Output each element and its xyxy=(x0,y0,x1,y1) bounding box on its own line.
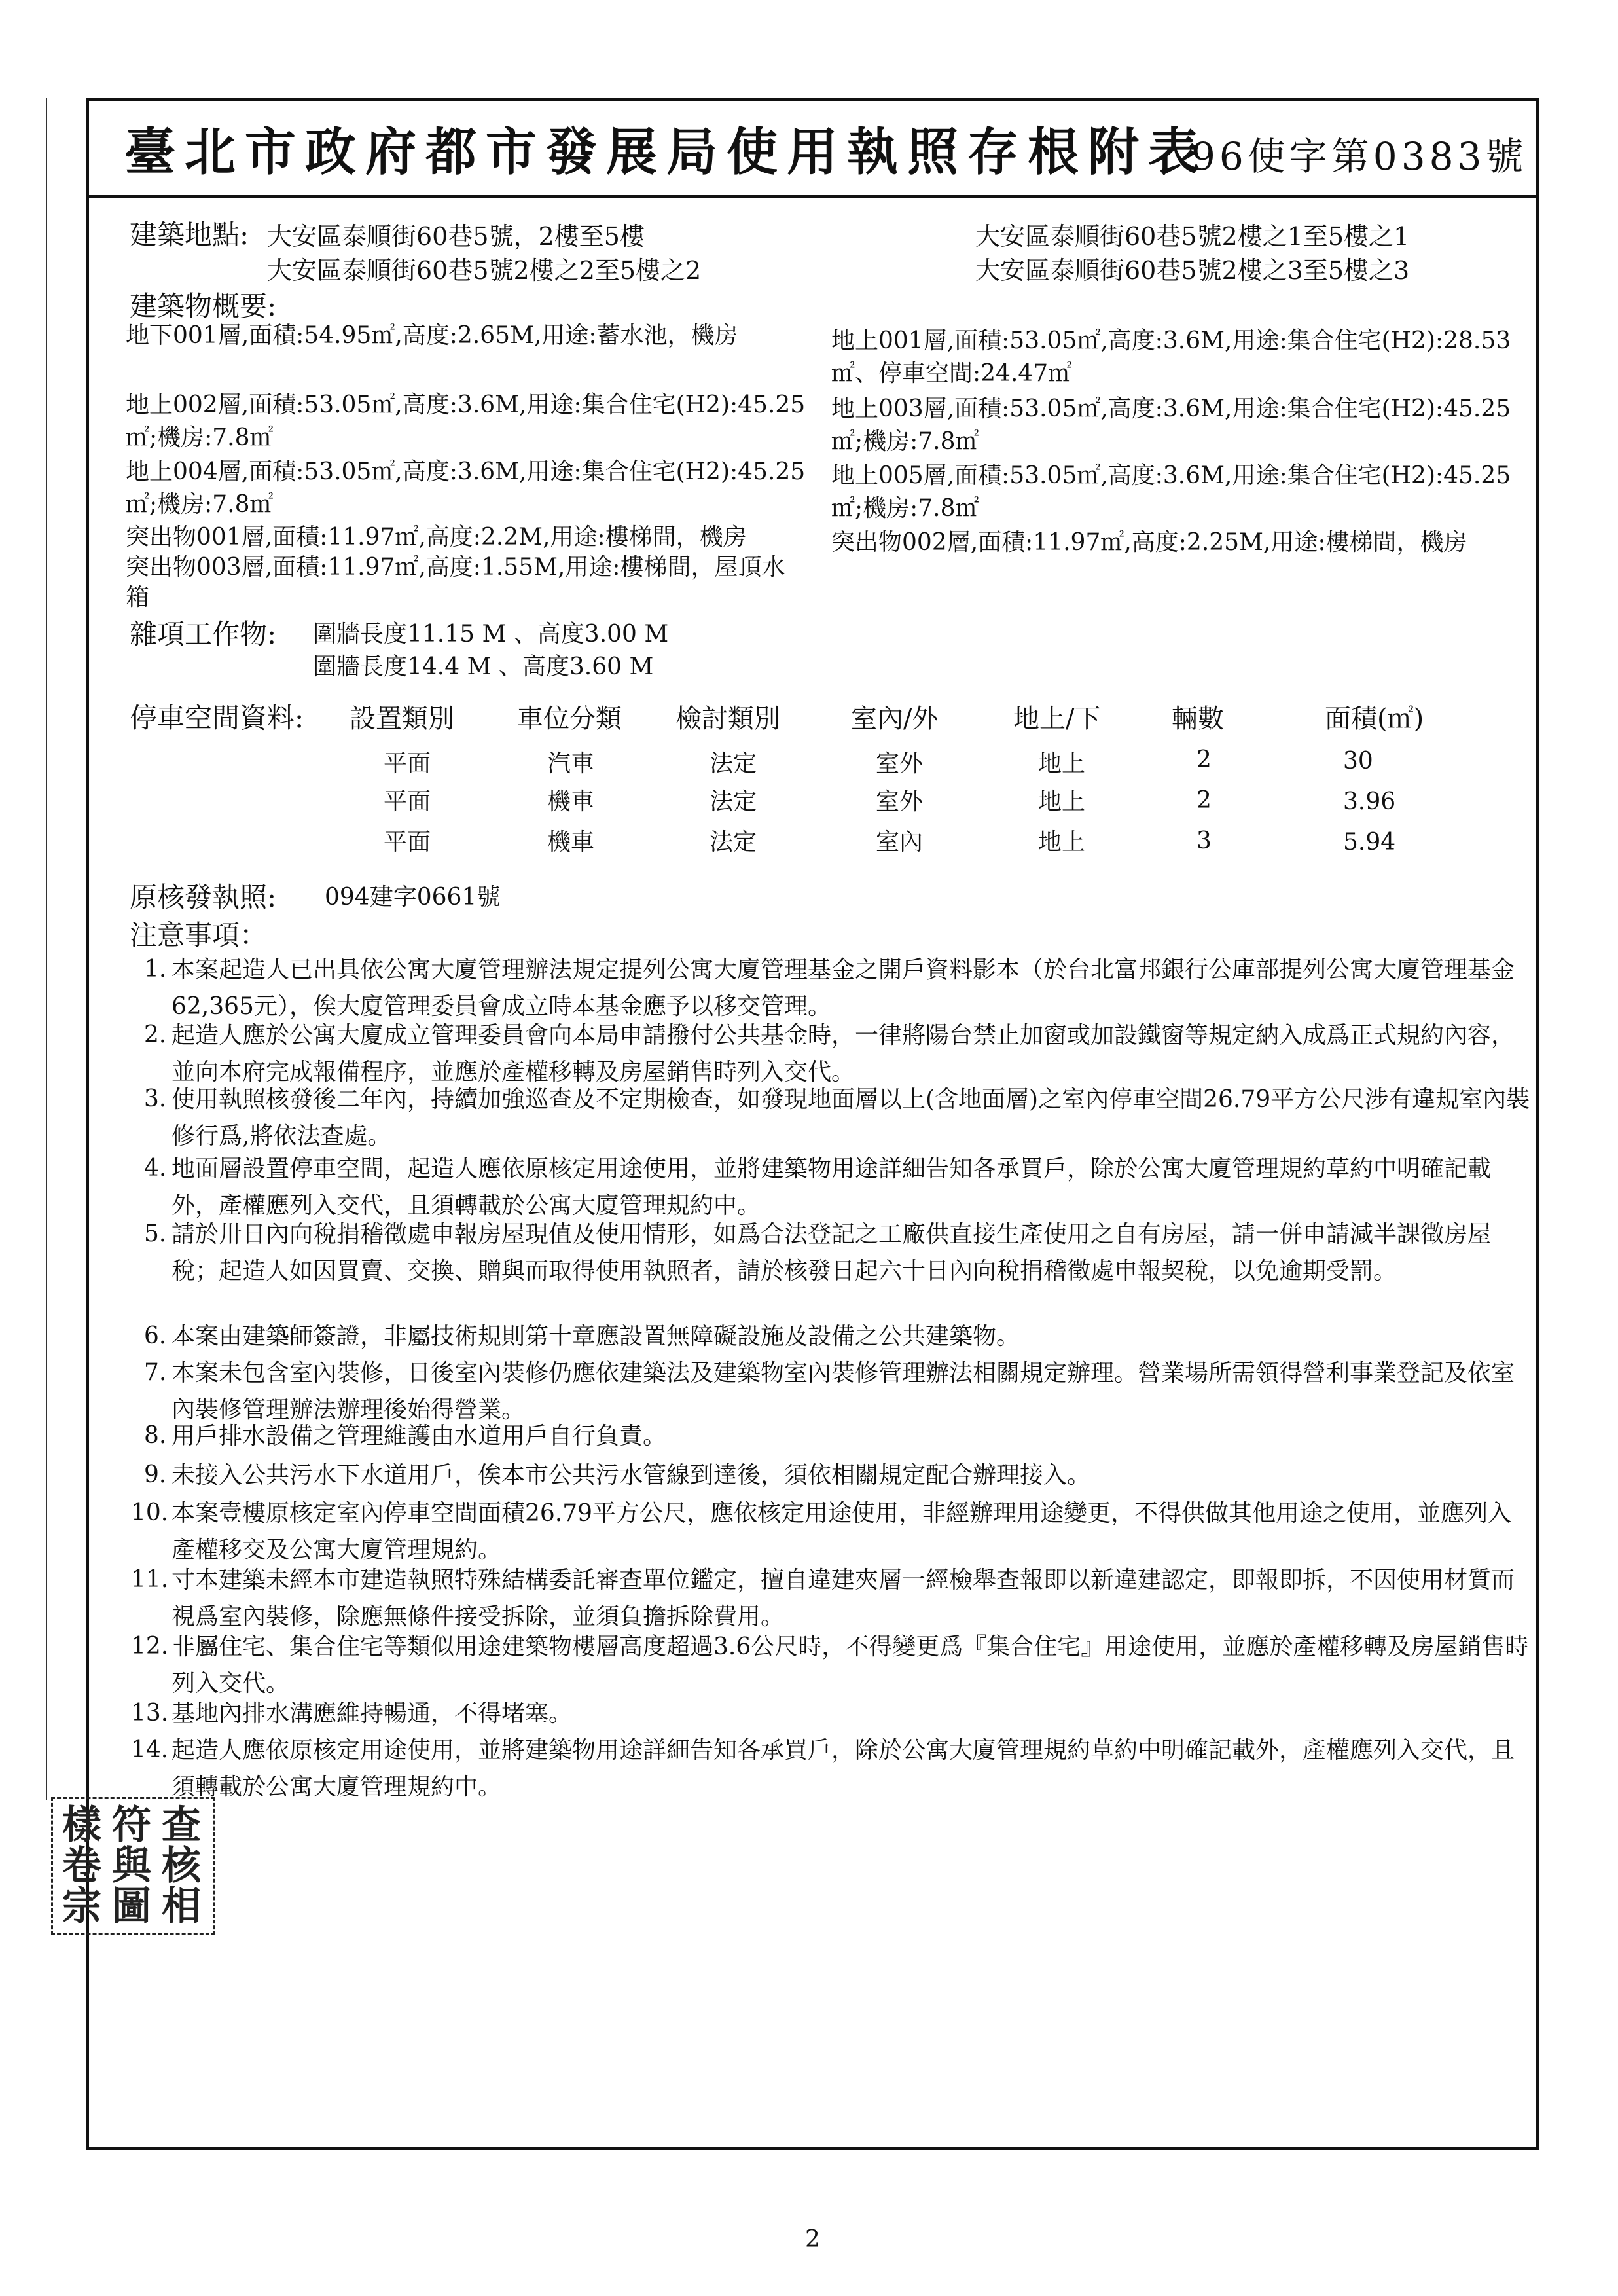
seal-char: 核 xyxy=(162,1843,201,1889)
note-text: 本案起造人已出具依公寓大廈管理辦法規定提列公寓大廈管理基金之開戶資料影本（於台北富邦銀行公庫部提列公寓大廈管理基金62,365元），俟大廈管理委員會成立時本基金應予以移交管理。 xyxy=(171,957,1515,1020)
note-number: 12. xyxy=(131,1633,169,1660)
note-text: 本案由建築師簽證，非屬技術規則第十章應設置無障礙設施及設備之公共建築物。 xyxy=(171,1323,1020,1350)
parking-header-level: 地上/下 xyxy=(1013,704,1101,734)
floor-b001: 地下001層,面積:54.95㎡,高度:2.65M,用途:蓄水池，機房 xyxy=(126,322,738,349)
floor-f002-line1: 地上002層,面積:53.05㎡,高度:3.6M,用途:集合住宅(H2):45.25 xyxy=(126,392,806,418)
note-number: 5. xyxy=(144,1220,167,1247)
parking-header-inout: 室內/外 xyxy=(851,704,939,734)
site-address-left-1: 大安區泰順街60巷5號，2樓至5樓 xyxy=(267,222,645,251)
parking-row1-inout: 室外 xyxy=(876,750,924,777)
parking-header-review: 檢討類別 xyxy=(675,704,780,734)
floor-f001-line2: ㎡、停車空間:24.47㎡ xyxy=(831,360,1072,387)
penthouse-p003-line1: 突出物003層,面積:11.97㎡,高度:1.55M,用途:樓梯間，屋頂水 xyxy=(126,554,785,581)
seal-char: 與 xyxy=(112,1843,151,1889)
seal-char: 宗 xyxy=(62,1884,101,1929)
note-number: 13. xyxy=(131,1700,169,1726)
permit-number: 96使字第0383號 xyxy=(1191,134,1528,179)
note-number: 1. xyxy=(144,956,167,983)
note-text: 寸本建築未經本市建造執照特殊結構委託審查單位鑑定，擅自違建夾層一經檢舉查報即以新違建認定，即報即拆，不因使用材質而視爲室內裝修，除應無條件接受拆除，並須負擔拆除費用。 xyxy=(171,1567,1515,1630)
seal-char: 樣 xyxy=(62,1802,101,1848)
misc-works-label: 雜項工作物: xyxy=(130,618,277,650)
building-label: 建築物概要: xyxy=(130,290,277,322)
parking-header-type: 設置類別 xyxy=(350,704,454,734)
note-number: 14. xyxy=(131,1736,169,1763)
parking-header-area: 面積(㎡) xyxy=(1325,704,1424,734)
seal-char: 相 xyxy=(162,1884,201,1929)
note-number: 2. xyxy=(144,1021,167,1048)
note-text: 未接入公共污水下水道用戶，俟本市公共污水管線到達後，須依相關規定配合辦理接入。 xyxy=(171,1462,1091,1489)
parking-label: 停車空間資料: xyxy=(130,702,304,734)
parking-row1-level: 地上 xyxy=(1038,750,1086,777)
floor-f005-line1: 地上005層,面積:53.05㎡,高度:3.6M,用途:集合住宅(H2):45.25 xyxy=(831,462,1511,489)
parking-row3-level: 地上 xyxy=(1038,829,1086,856)
parking-header-count: 輛數 xyxy=(1172,704,1224,734)
note-text: 本案未包含室內裝修，日後室內裝修仍應依建築法及建築物室內裝修管理辦法相關規定辦理。營業場所需領得營利事業登記及依室內裝修管理辦法辦理後始得營業。 xyxy=(171,1360,1515,1423)
binding-margin-line xyxy=(46,98,47,1800)
page-title: 臺北市政府都市發展局使用執照存根附表 xyxy=(124,122,1209,182)
parking-row1-type: 平面 xyxy=(384,750,431,777)
parking-row2-count: 2 xyxy=(1196,787,1212,814)
note-number: 3. xyxy=(144,1085,167,1112)
note-text: 請於卅日內向稅捐稽徵處申報房屋現值及使用情形，如爲合法登記之工廠供直接生產使用之自有房屋，請一併申請減半課徵房屋稅；起造人如因買賣、交換、贈與而取得使用執照者，請於核發日起六十日內向稅捐稽徵處申報契稅，以免逾期受罰。 xyxy=(171,1221,1492,1285)
note-text: 本案壹樓原核定室內停車空間面積26.79平方公尺，應依核定用途使用，非經辦理用途變更，不得供做其他用途之使用，並應列入產權移交及公寓大廈管理規約。 xyxy=(171,1500,1512,1563)
note-text: 地面層設置停車空間，起造人應依原核定用途使用，並將建築物用途詳細告知各承買戶，除於公寓大廈管理規約草約中明確記載外，產權應列入交代，且須轉載於公寓大廈管理規約中。 xyxy=(171,1156,1492,1219)
penthouse-p003-line2: 箱 xyxy=(126,584,150,611)
site-address-right-2: 大安區泰順街60巷5號2樓之3至5樓之3 xyxy=(975,256,1410,285)
penthouse-p001: 突出物001層,面積:11.97㎡,高度:2.2M,用途:樓梯間，機房 xyxy=(126,524,747,551)
note-text: 非屬住宅、集合住宅等類似用途建築物樓層高度超過3.6公尺時，不得變更爲『集合住宅』用途使用，並應於產權移轉及房屋銷售時列入交代。 xyxy=(171,1633,1529,1697)
seal-char: 圖 xyxy=(112,1884,151,1929)
penthouse-p002: 突出物002層,面積:11.97㎡,高度:2.25M,用途:樓梯間，機房 xyxy=(831,529,1467,556)
parking-row2-class: 機車 xyxy=(547,788,595,815)
note-text: 起造人應於公寓大廈成立管理委員會向本局申請撥付公共基金時，一律將陽台禁止加窗或加設鐵窗等規定納入成爲正式規約內容，並向本府完成報備程序，並應於產權移轉及房屋銷售時列入交代。 xyxy=(171,1022,1515,1085)
note-text: 起造人應依原核定用途使用，並將建築物用途詳細告知各承買戶，除於公寓大廈管理規約草約中明確記載外，產權應列入交代，且須轉載於公寓大廈管理規約中。 xyxy=(171,1737,1515,1800)
parking-row2-level: 地上 xyxy=(1038,788,1086,815)
note-number: 10. xyxy=(131,1499,169,1526)
title-divider xyxy=(86,195,1536,198)
floor-f004-line2: ㎡;機房:7.8㎡ xyxy=(126,491,274,518)
floor-f005-line2: ㎡;機房:7.8㎡ xyxy=(831,495,979,522)
note-text: 基地內排水溝應維持暢通，不得堵塞。 xyxy=(171,1700,573,1727)
note-number: 7. xyxy=(144,1359,167,1386)
misc-works-line2: 圍牆長度14.4 M 、高度3.60 M xyxy=(313,653,654,680)
note-text: 用戶排水設備之管理維護由水道用戶自行負責。 xyxy=(171,1423,667,1449)
seal-char: 查 xyxy=(162,1802,201,1848)
parking-row2-review: 法定 xyxy=(710,788,757,815)
original-permit-value: 094建字0661號 xyxy=(325,884,501,911)
note-number: 8. xyxy=(144,1422,167,1449)
note-number: 9. xyxy=(144,1461,167,1488)
parking-row1-area: 30 xyxy=(1343,748,1373,774)
parking-row3-inout: 室內 xyxy=(876,829,924,856)
parking-header-class: 車位分類 xyxy=(517,704,622,734)
notes-label: 注意事項： xyxy=(130,919,268,951)
parking-row2-area: 3.96 xyxy=(1343,788,1396,815)
seal-char: 符 xyxy=(112,1802,151,1848)
site-label: 建築地點: xyxy=(130,219,249,251)
note-number: 11. xyxy=(131,1566,169,1593)
floor-f002-line2: ㎡;機房:7.8㎡ xyxy=(126,424,274,451)
site-address-right-1: 大安區泰順街60巷5號2樓之1至5樓之1 xyxy=(975,222,1410,251)
original-permit-label: 原核發執照: xyxy=(130,881,277,913)
note-number: 6. xyxy=(144,1322,167,1349)
parking-row3-review: 法定 xyxy=(710,829,757,856)
parking-row3-area: 5.94 xyxy=(1343,829,1396,856)
floor-f003-line1: 地上003層,面積:53.05㎡,高度:3.6M,用途:集合住宅(H2):45.25 xyxy=(831,395,1511,422)
seal-char: 卷 xyxy=(62,1843,101,1889)
parking-row3-type: 平面 xyxy=(384,829,431,856)
parking-row3-count: 3 xyxy=(1196,828,1212,854)
official-seal-stamp xyxy=(51,1797,215,1935)
page-number: 2 xyxy=(805,2226,820,2253)
parking-row3-class: 機車 xyxy=(547,829,595,856)
note-number: 4. xyxy=(144,1155,167,1182)
floor-f003-line2: ㎡;機房:7.8㎡ xyxy=(831,428,979,455)
parking-row1-count: 2 xyxy=(1196,746,1212,773)
floor-f001-line1: 地上001層,面積:53.05㎡,高度:3.6M,用途:集合住宅(H2):28.53 xyxy=(831,327,1511,354)
parking-row2-inout: 室外 xyxy=(876,788,924,815)
site-address-left-2: 大安區泰順街60巷5號2樓之2至5樓之2 xyxy=(267,256,702,285)
note-text: 使用執照核發後二年內，持續加強巡查及不定期檢查，如發現地面層以上(含地面層)之室內停車空間26.79平方公尺涉有違規室內裝修行爲,將依法查處。 xyxy=(171,1086,1530,1150)
parking-row1-class: 汽車 xyxy=(547,750,595,777)
parking-row1-review: 法定 xyxy=(710,750,757,777)
parking-row2-type: 平面 xyxy=(384,788,431,815)
misc-works-line1: 圍牆長度11.15 M 、高度3.00 M xyxy=(313,621,669,647)
floor-f004-line1: 地上004層,面積:53.05㎡,高度:3.6M,用途:集合住宅(H2):45.25 xyxy=(126,458,806,485)
